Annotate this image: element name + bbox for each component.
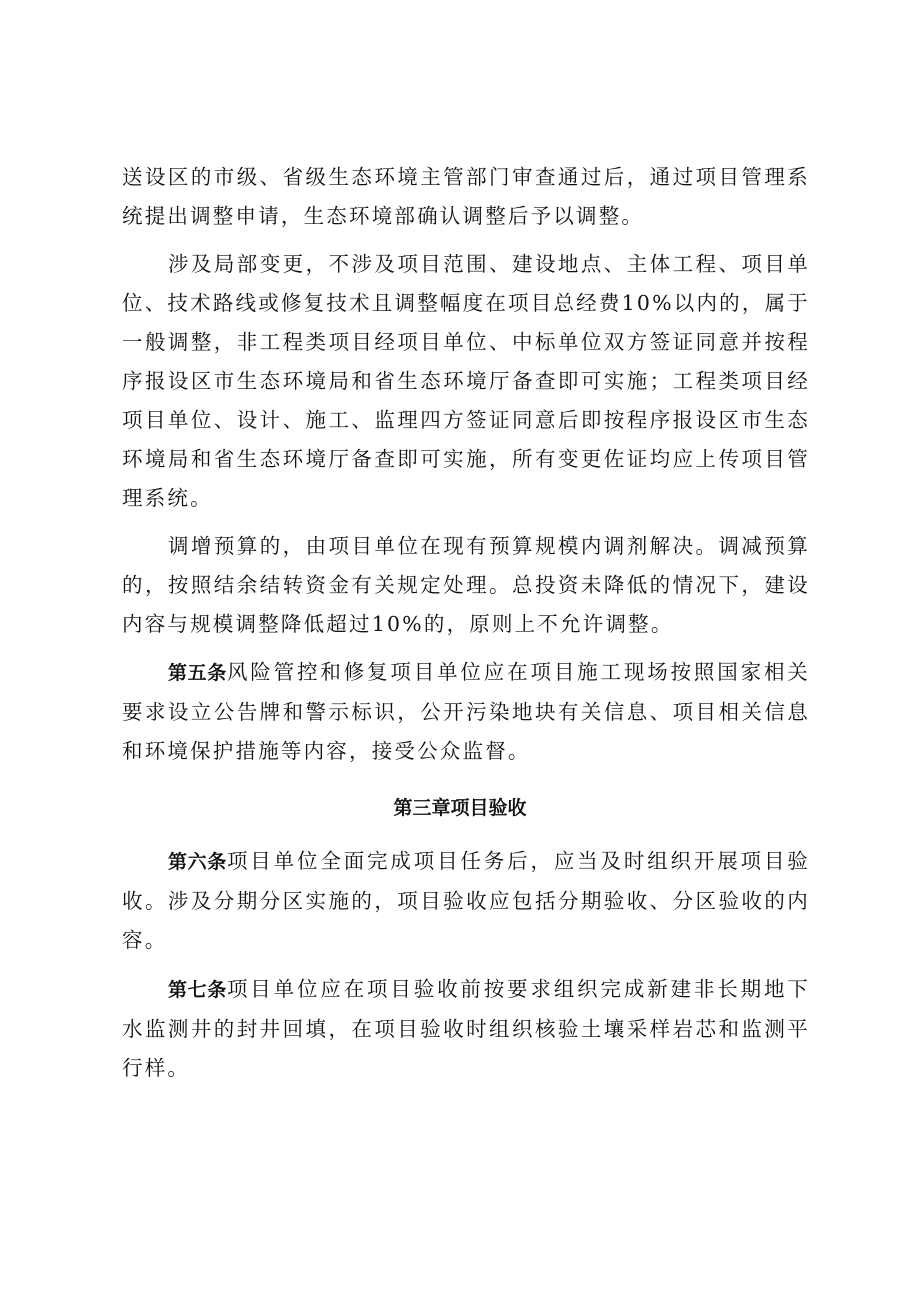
article-6 — [122, 842, 810, 960]
article-7-heading: 第七条 — [168, 979, 227, 1001]
article-5 — [122, 653, 810, 771]
article-6-heading: 第六条 — [168, 851, 227, 873]
article-7-body: 项目单位应在项目验收前按要求组织完成新建非长期地下水监测井的封井回填，在项目验收时组织核验土壤采样岩芯和监测平行样。 — [122, 977, 810, 1080]
partial-change-paragraph: 涉及局部变更，不涉及项目范围、建设地点、主体工程、项目单位、技术路线或修复技术且调整幅度在项目总经费10%以内的，属于一般调整，非工程类项目经项目单位、中标单位双方签证同意并按程序报设区市生态环境局和省生态环境厅备查即可实施；工程类项目经项目单位、设计、施工、监理四方签证同意后即按程序报设区市生态环境局和省生态环境厅备查即可实施，所有变更佐证均应上传项目管理系统。 — [122, 252, 810, 510]
chapter-3-title: 第三章项目验收 — [393, 797, 527, 819]
article-6-body: 项目单位全面完成项目任务后，应当及时组织开展项目验收。涉及分期分区实施的，项目验收应包括分期验收、分区验收的内容。 — [122, 849, 810, 952]
continued-paragraph: 送设区的市级、省级生态环境主管部门审查通过后，通过项目管理系统提出调整申请，生态环境部确认调整后予以调整。 — [122, 165, 810, 228]
budget-adjustment-paragraph: 调增预算的，由项目单位在现有预算规模内调剂解决。调减预算的，按照结余结转资金有关规定处理。总投资未降低的情况下，建设内容与规模调整降低超过10%的，原则上不允许调整。 — [122, 534, 810, 636]
article-7 — [122, 970, 810, 1088]
article-5-heading: 第五条 — [168, 662, 227, 684]
article-5-body: 风险管控和修复项目单位应在项目施工现场按照国家相关要求设立公告牌和警示标识，公开污染地块有关信息、项目相关信息和环境保护措施等内容，接受公众监督。 — [122, 660, 810, 763]
